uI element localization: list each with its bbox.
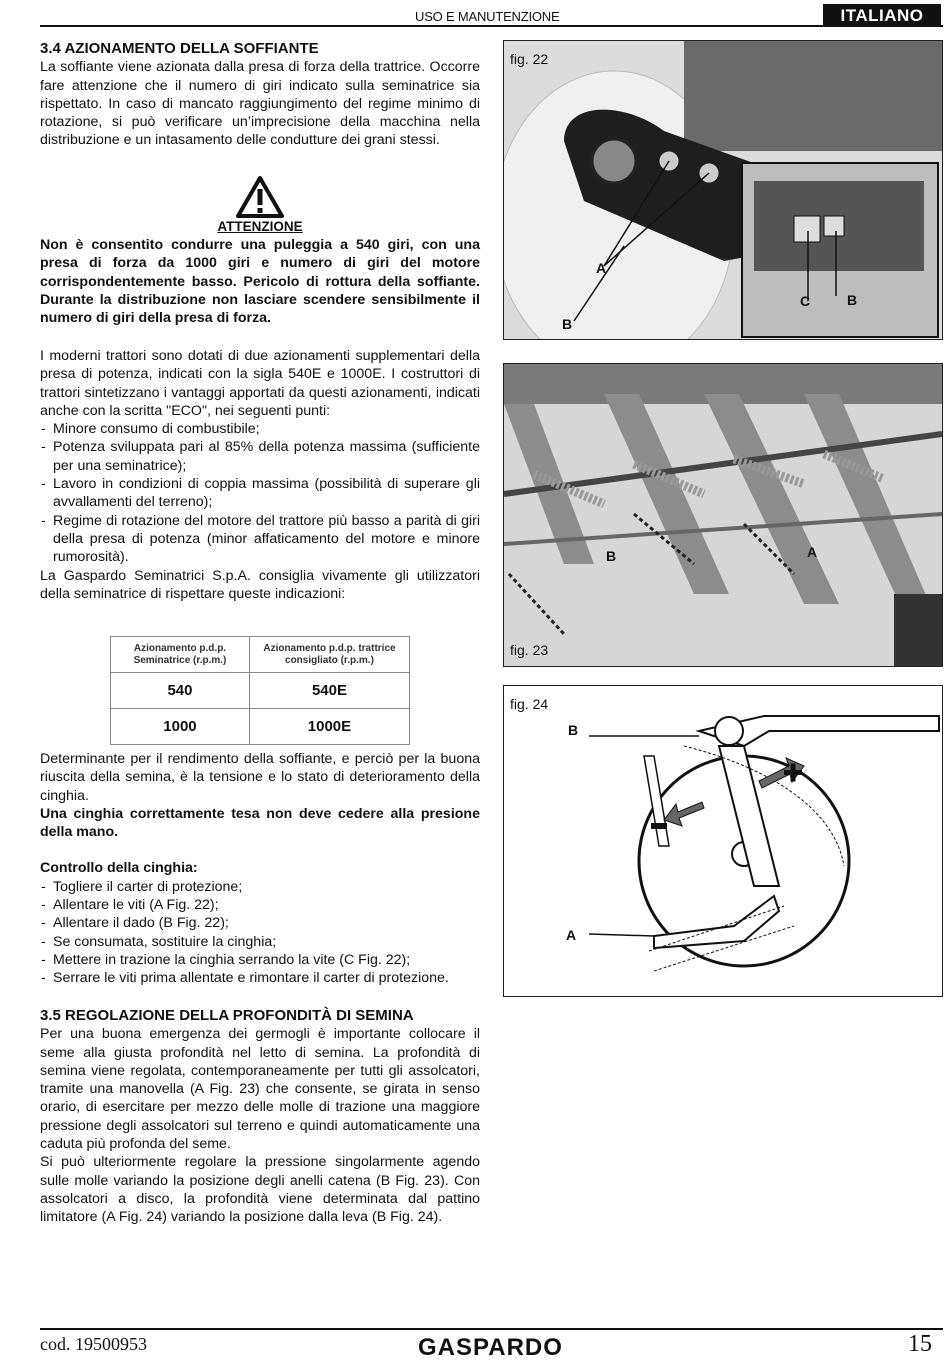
table-cell: 1000 <box>111 709 250 745</box>
figure-22-letter-c: C <box>800 293 811 309</box>
belt-block <box>40 750 480 988</box>
header-rule <box>40 25 943 27</box>
table-header-cell: Azionamento p.d.p. trattrice consigliato (r.p.m.) <box>249 637 409 673</box>
modern-tractors-text: I moderni trattori sono dotati di due azionamenti supplementari della presa di potenza, indicati con la sigla 540E e 1000E. I costruttori di trattori sintetizzano i vantaggi apportati da questi azionamenti, indicati anche con la scritta "ECO", nei seguenti punti: <box>40 348 480 419</box>
advantages-list <box>40 420 480 566</box>
page-number: 15 <box>908 1331 932 1357</box>
list-item: - Minore consumo di combustibile; <box>40 420 480 438</box>
section-3-5-paragraph-1: Per una buona emergenza dei germogli è importante collocare il seme alla giusta profondità nel letto di semina. La profondità di semina viene regolata, contemporaneamente per tutti gli assolcatori, tramite una manovella (A Fig. 23) che consente, se girata in senso orario, di esercitare per mezzo delle molle di trazione una maggiore pressione degli assolcatori sul terreno e quindi automaticamente una caduta più profonda del seme. <box>40 1026 480 1153</box>
belt-bold-text: Una cinghia correttamente tesa non deve cedere alla presione della mano. <box>40 805 480 841</box>
table-cell: 1000E <box>249 709 409 745</box>
list-item: - Se consumata, sostituire la cinghia; <box>40 933 480 951</box>
table-cell: 540 <box>111 673 250 709</box>
list-item: - Potenza sviluppata pari al 85% della potenza massima (sufficiente per una seminatrice); <box>40 438 480 475</box>
figure-24-letter-b: B <box>568 722 579 738</box>
section-3-5-block <box>40 1007 480 1227</box>
list-item: - Serrare le viti prima allentate e rimontare il carter di protezione. <box>40 969 480 987</box>
table-cell: 540E <box>249 673 409 709</box>
language-badge: ITALIANO <box>823 4 941 27</box>
figure-22-letter-b: B <box>562 316 573 332</box>
table-header-row <box>111 637 410 673</box>
warning-triangle-icon <box>236 176 284 218</box>
list-item: - Allentare il dado (B Fig. 22); <box>40 914 480 932</box>
figure-23 <box>503 363 943 667</box>
figure-24-letter-a: A <box>566 927 577 943</box>
list-item: - Regime di rotazione del motore del trattore più basso a parità di giri della presa di potenza (minor affaticamento del motore e minore rumorosità). <box>40 512 480 567</box>
header-title: USO E MANUTENZIONE <box>415 9 560 24</box>
warning-title: ATTENZIONE <box>217 219 303 234</box>
belt-check-title: Controllo della cinghia: <box>40 860 198 877</box>
belt-text: Determinante per il rendimento della soffiante, e perciò per la buona riuscita della semina, è la tensione e lo stato di deterioramento della cinghia. <box>40 751 480 804</box>
section-3-4-intro: La soffiante viene azionata dalla presa di forza della trattrice. Occorre fare attenzione che il numero di giri indicato sulla seminatrice sia rispettato. In caso di mancato raggiungimento del regime minimo di rotazione, si può verificare un’imprecisione della macchina nella distribuzione e un intasamento delle condutture dei grani stessi. <box>40 59 480 149</box>
figure-22 <box>503 40 943 340</box>
table-row <box>111 673 410 709</box>
rpm-table <box>110 636 410 745</box>
figure-22-letter-b-inset: B <box>847 292 858 308</box>
modern-tractors-block <box>40 347 480 603</box>
list-item: - Lavoro in condizioni di coppia massima (possibilità di superare gli avvallamenti del terreno); <box>40 475 480 512</box>
figure-22-photo <box>504 41 942 339</box>
recommendation-text: La Gaspardo Seminatrici S.p.A. consiglia vivamente gli utilizzatori della seminatrice di rispettare queste indicazioni: <box>40 567 480 602</box>
figure-23-letter-b: B <box>606 548 617 564</box>
section-3-5-paragraph-2: Si può ulteriormente regolare la pressione singolarmente agendo sulle molle variando la posizione degli anelli catena (B Fig. 23). Con assolcatori a disco, la profondità viene determinata dal pattino limitatore (A Fig. 24) variando la posizione dalla leva (B Fig. 24). <box>40 1154 480 1226</box>
belt-check-list <box>40 878 480 988</box>
table-row <box>111 709 410 745</box>
list-item: - Togliere il carter di protezione; <box>40 878 480 896</box>
figure-22-label: fig. 22 <box>510 51 549 67</box>
table-header-cell: Azionamento p.d.p. Seminatrice (r.p.m.) <box>111 637 250 673</box>
footer-rule <box>40 1328 943 1330</box>
warning-text: Non è consentito condurre una puleggia a 540 giri, con una presa di forza da 1000 giri e numero di giri del motore corrispondentemente basso. Pericolo di rottura della soffiante. Durante la distribuzione non lasciare scendere sensibilmente il numero di giri della presa di forza. <box>40 237 480 327</box>
figure-24-label: fig. 24 <box>510 696 549 712</box>
brand-logo: GASPARDO <box>418 1334 563 1361</box>
section-3-4-intro-block <box>40 40 480 150</box>
section-3-4-title: 3.4 AZIONAMENTO DELLA SOFFIANTE <box>40 40 319 57</box>
list-item: - Allentare le viti (A Fig. 22); <box>40 896 480 914</box>
section-3-5-title: 3.5 REGOLAZIONE DELLA PROFONDITÀ DI SEMINA <box>40 1007 414 1024</box>
figure-23-photo <box>504 364 942 666</box>
warning-block <box>40 176 480 327</box>
figure-22-letter-a: A <box>596 260 607 276</box>
document-code: cod. 19500953 <box>40 1334 147 1354</box>
list-item: - Mettere in trazione la cinghia serrando la vite (C Fig. 22); <box>40 951 480 969</box>
figure-23-letter-a: A <box>807 544 818 560</box>
figure-24 <box>503 685 943 997</box>
figure-23-label: fig. 23 <box>510 642 549 658</box>
